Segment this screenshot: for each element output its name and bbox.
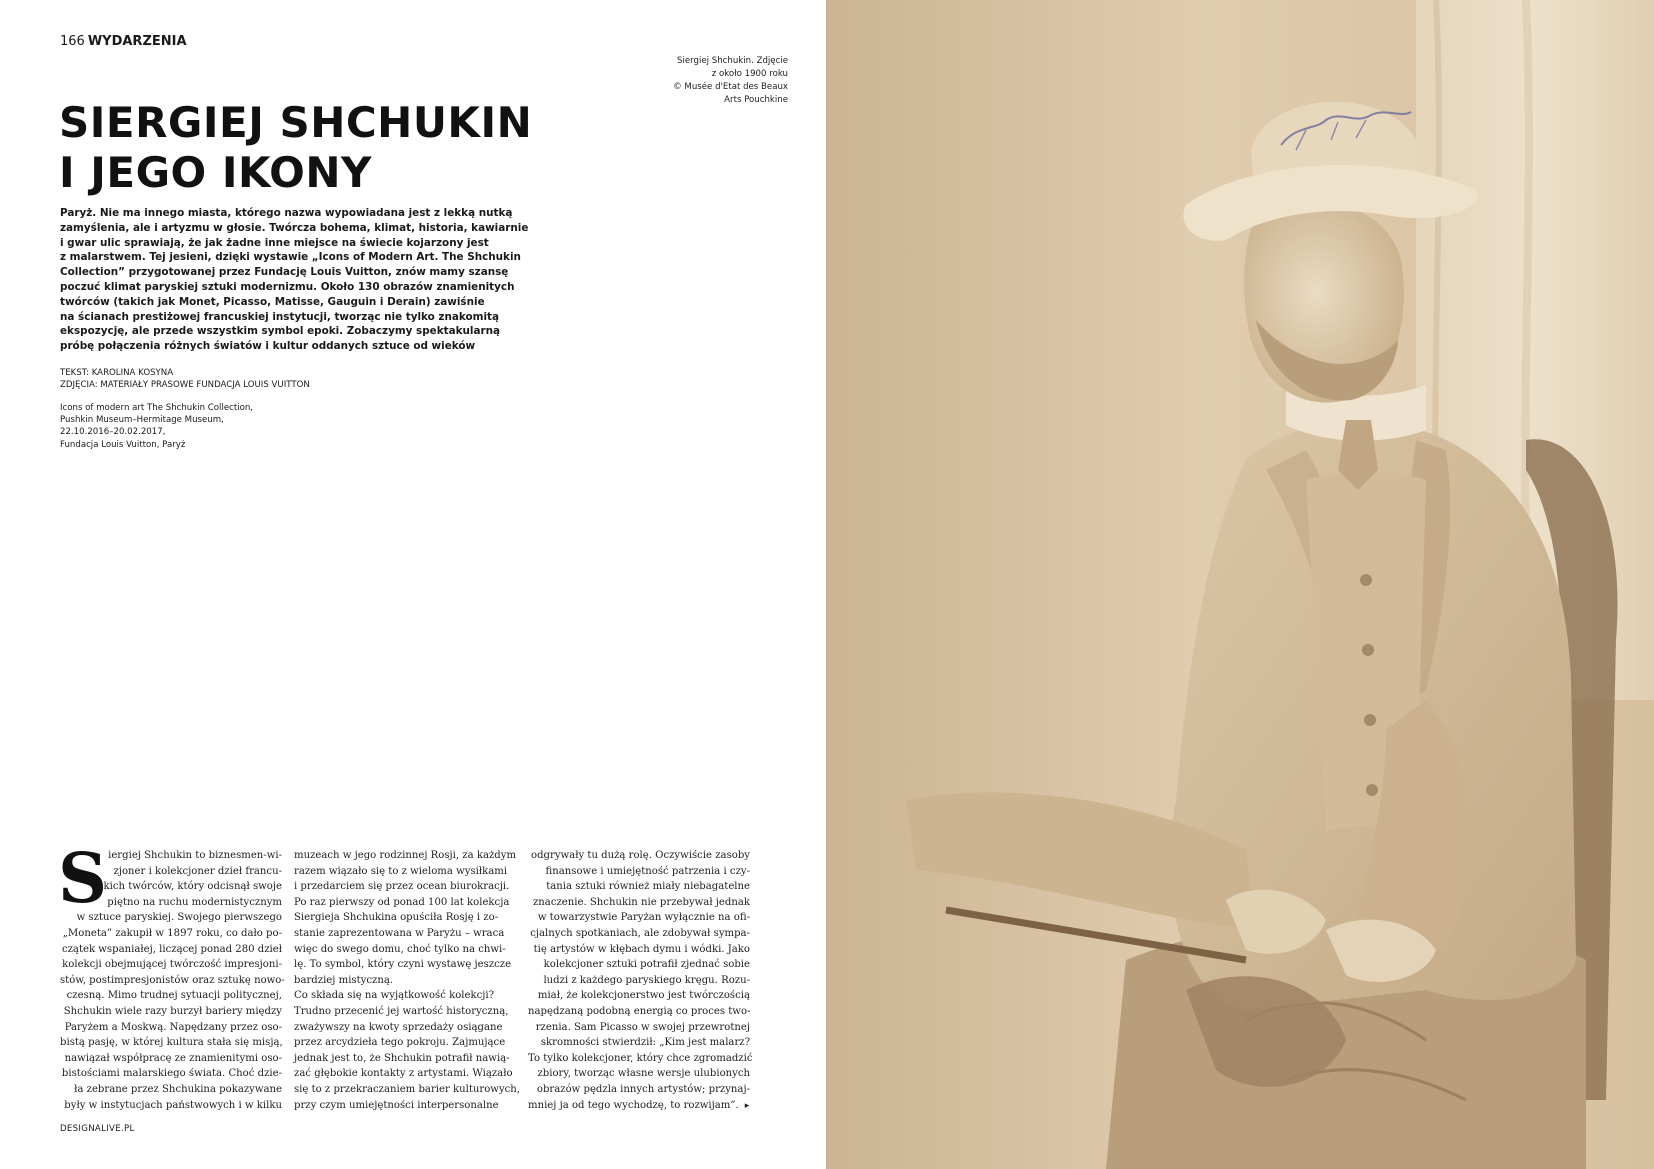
lead-line: próbę połączenia różnych światów i kultur oddanych sztuce od wieków	[60, 340, 476, 353]
body-line-last	[528, 1098, 750, 1115]
body-line: finansowe i umiejętność patrzenia i czy-	[545, 865, 750, 877]
end-of-article-icon: ▸	[744, 1100, 750, 1111]
lead-paragraph	[60, 206, 529, 354]
lead-line: i gwar ulic sprawiają, że jak żadne inne miejsce na świecie kojarzony jest	[60, 236, 489, 249]
credits	[60, 367, 310, 391]
right-page	[826, 0, 1654, 1169]
body-line: kolekcjoner sztuki potrafił zjednać sobie	[543, 959, 750, 971]
body-line: czątek wspaniałej, liczącej ponad 280 dzieł	[61, 943, 282, 955]
body-line: się to z przekraczaniem barier kulturowych,	[294, 1083, 521, 1095]
text-credit: TEKST: KAROLINA KOSYNA	[60, 368, 174, 378]
body-line: Siergieja Shchukina opuściła Rosję i zo-	[294, 912, 499, 924]
body-line: skich twórców, który odcisnął swoje	[98, 881, 282, 893]
caption-line: Siergiej Shchukin. Zdjęcie	[677, 56, 788, 66]
body-line: stów, postimpresjonistów oraz sztukę nowo-	[60, 974, 285, 986]
body-line: napędzaną podobną energią co proces two-	[528, 1005, 751, 1017]
body-line: rzenia. Sam Picasso w swojej przewrotnej	[535, 1021, 750, 1033]
title-line: I JEGO IKONY	[59, 148, 372, 197]
body-line: Shchukin wiele razy burzył bariery między	[63, 1005, 282, 1017]
body-line: obrazów pędzla innych artystów; przynaj-	[536, 1083, 750, 1095]
body-line: lę. To symbol, który czyni wystawę jeszcze	[294, 959, 512, 971]
body-line: „Moneta” zakupił w 1897 roku, co dało po-	[62, 927, 282, 939]
body-line: przy czym umiejętności interpersonalne	[294, 1099, 499, 1111]
body-line: bardziej mistyczną.	[294, 974, 394, 986]
article-column-2	[294, 848, 521, 1113]
body-line: ła zebrane przez Shchukina pokazywane	[74, 1083, 282, 1095]
page-folio	[60, 31, 187, 51]
body-line: Paryżem a Moskwą. Napędzany przez oso-	[64, 1021, 282, 1033]
body-line: tię artystów w kłębach dymu i wódki. Jako	[533, 943, 750, 955]
body-line: skromności stwierdził: „Kim jest malarz?	[540, 1037, 750, 1049]
caption-line: © Musée d'Etat des Beaux	[673, 82, 788, 92]
body-line: cjalnych spotkaniach, ale zdobywał sympa-	[530, 927, 750, 939]
button	[1362, 644, 1374, 656]
body-text: mniej ja od tego wychodzę, to rozwijam”.	[528, 1099, 739, 1111]
body-line: zjoner i kolekcjoner dzieł francu-	[113, 865, 282, 877]
body-line: jednak jest to, że Shchukin potrafił nawią-	[294, 1052, 510, 1064]
body-line: w towarzystwie Paryżan wyłącznie na ofi-	[537, 912, 750, 924]
body-line: Co składa się na wyjątkowość kolekcji?	[294, 990, 495, 1002]
caption-line: Arts Pouchkine	[724, 95, 788, 105]
body-line: piętno na ruchu modernistycznym	[107, 896, 282, 908]
exhibition-info	[60, 402, 253, 451]
body-line: ludzi z każdego paryskiego kręgu. Rozu-	[543, 974, 750, 986]
body-line: bistą pasję, w której kultura stała się misją,	[60, 1037, 283, 1049]
body-line: nawiązał współpracę ze znamienitymi oso-	[64, 1052, 282, 1064]
body-line: były w instytucjach państwowych i w kilku	[64, 1099, 282, 1111]
footer-website: DESIGNALIVE.PL	[60, 1124, 135, 1134]
body-line: zbiory, tworząc własne wersje ulubionych	[537, 1068, 750, 1080]
article-title	[59, 98, 532, 198]
body-line: Po raz pierwszy od ponad 100 lat kolekcja	[294, 896, 510, 908]
lead-line: Collection” przygotowanej przez Fundację Louis Vuitton, znów mamy szansę	[60, 266, 509, 279]
body-line: stanie zaprezentowana w Paryżu – wraca	[294, 927, 505, 939]
title-line: SIERGIEJ SHCHUKIN	[59, 98, 533, 147]
article-column-3	[528, 848, 753, 1114]
body-line: zać głębokie kontakty z artystami. Wiązało	[294, 1068, 513, 1080]
body-line: miał, że kolekcjonerstwo jest twórczością	[537, 990, 750, 1002]
exhibition-line: Fundacja Louis Vuitton, Paryż	[60, 439, 186, 450]
button	[1360, 574, 1372, 586]
photo-credit: ZDJĘCIA: MATERIAŁY PRASOWE FUNDACJA LOUIS VUITTON	[60, 380, 310, 390]
body-line: muzeach w jego rodzinnej Rosji, za każdym	[294, 850, 517, 861]
body-line: zważywszy na kwoty sprzedaży osiągane	[294, 1021, 503, 1033]
body-line: w sztuce paryskiej. Swojego pierwszego	[76, 912, 282, 924]
page-number: 166	[60, 34, 85, 49]
left-page	[0, 0, 826, 1169]
body-line: więc do swego domu, choć tylko na chwi-	[294, 943, 506, 955]
body-line: czesną. Mimo trudnej sytuacji politycznej,	[66, 990, 282, 1002]
photo-caption	[608, 55, 788, 107]
body-line: iergiej Shchukin to biznesmen-wi-	[108, 850, 282, 861]
body-line: odgrywały tu dużą rolę. Oczywiście zasoby	[531, 850, 750, 861]
lead-line: z malarstwem. Tej jesieni, dzięki wystawie „Icons of Modern Art. The Shchukin	[60, 251, 521, 264]
body-line: przez arcydzieła tego pokroju. Zajmujące	[294, 1037, 506, 1049]
body-line: i przedarciem się przez ocean biurokracji.	[294, 881, 510, 893]
lead-line: poczuć klimat paryskiej sztuki modernizmu. Około 130 obrazów znamienitych	[60, 280, 515, 293]
body-line: bistościami malarskiego świata. Choć dzie-	[61, 1068, 282, 1080]
lead-line: twórców (takich jak Monet, Picasso, Matisse, Gauguin i Derain) zawiśnie	[60, 295, 485, 308]
body-line: To tylko kolekcjoner, który chce zgromadzić	[528, 1052, 753, 1064]
section-name: WYDARZENIA	[87, 34, 187, 49]
exhibition-line: Icons of modern art The Shchukin Collection,	[60, 403, 254, 413]
lead-line: ekspozycję, ale przede wszystkim symbol epoki. Zobaczymy spektakularną	[60, 325, 501, 338]
lead-line: na ścianach prestiżowej francuskiej instytucji, tworząc nie tylko znakomitą	[60, 310, 500, 323]
caption-line: z około 1900 roku	[711, 69, 788, 79]
article-column-1	[58, 839, 285, 1113]
body-line: kolekcji obejmującej twórczość impresjoni-	[62, 959, 282, 971]
body-line: tania sztuki również miały niebagatelne	[546, 881, 750, 893]
body-line: Trudno przecenić jej wartość historyczną,	[294, 1005, 509, 1017]
lead-line: zamyślenia, ale i artyzmu w głosie. Twórcza bohema, klimat, historia, kawiarnie	[60, 221, 529, 234]
body-line: znaczenie. Shchukin nie przebywał jednak	[532, 896, 750, 908]
exhibition-line: Pushkin Museum–Hermitage Museum,	[60, 415, 224, 426]
exhibition-line: 22.10.2016–20.02.2017,	[60, 427, 166, 438]
lead-line: Paryż. Nie ma innego miasta, którego nazwa wypowiadana jest z lekką nutką	[60, 207, 513, 219]
portrait-photo	[826, 0, 1654, 1169]
button	[1364, 714, 1376, 726]
drop-cap: S	[58, 839, 108, 919]
body-line: razem wiązało się to z wieloma wysiłkami	[294, 865, 508, 877]
button	[1366, 784, 1378, 796]
